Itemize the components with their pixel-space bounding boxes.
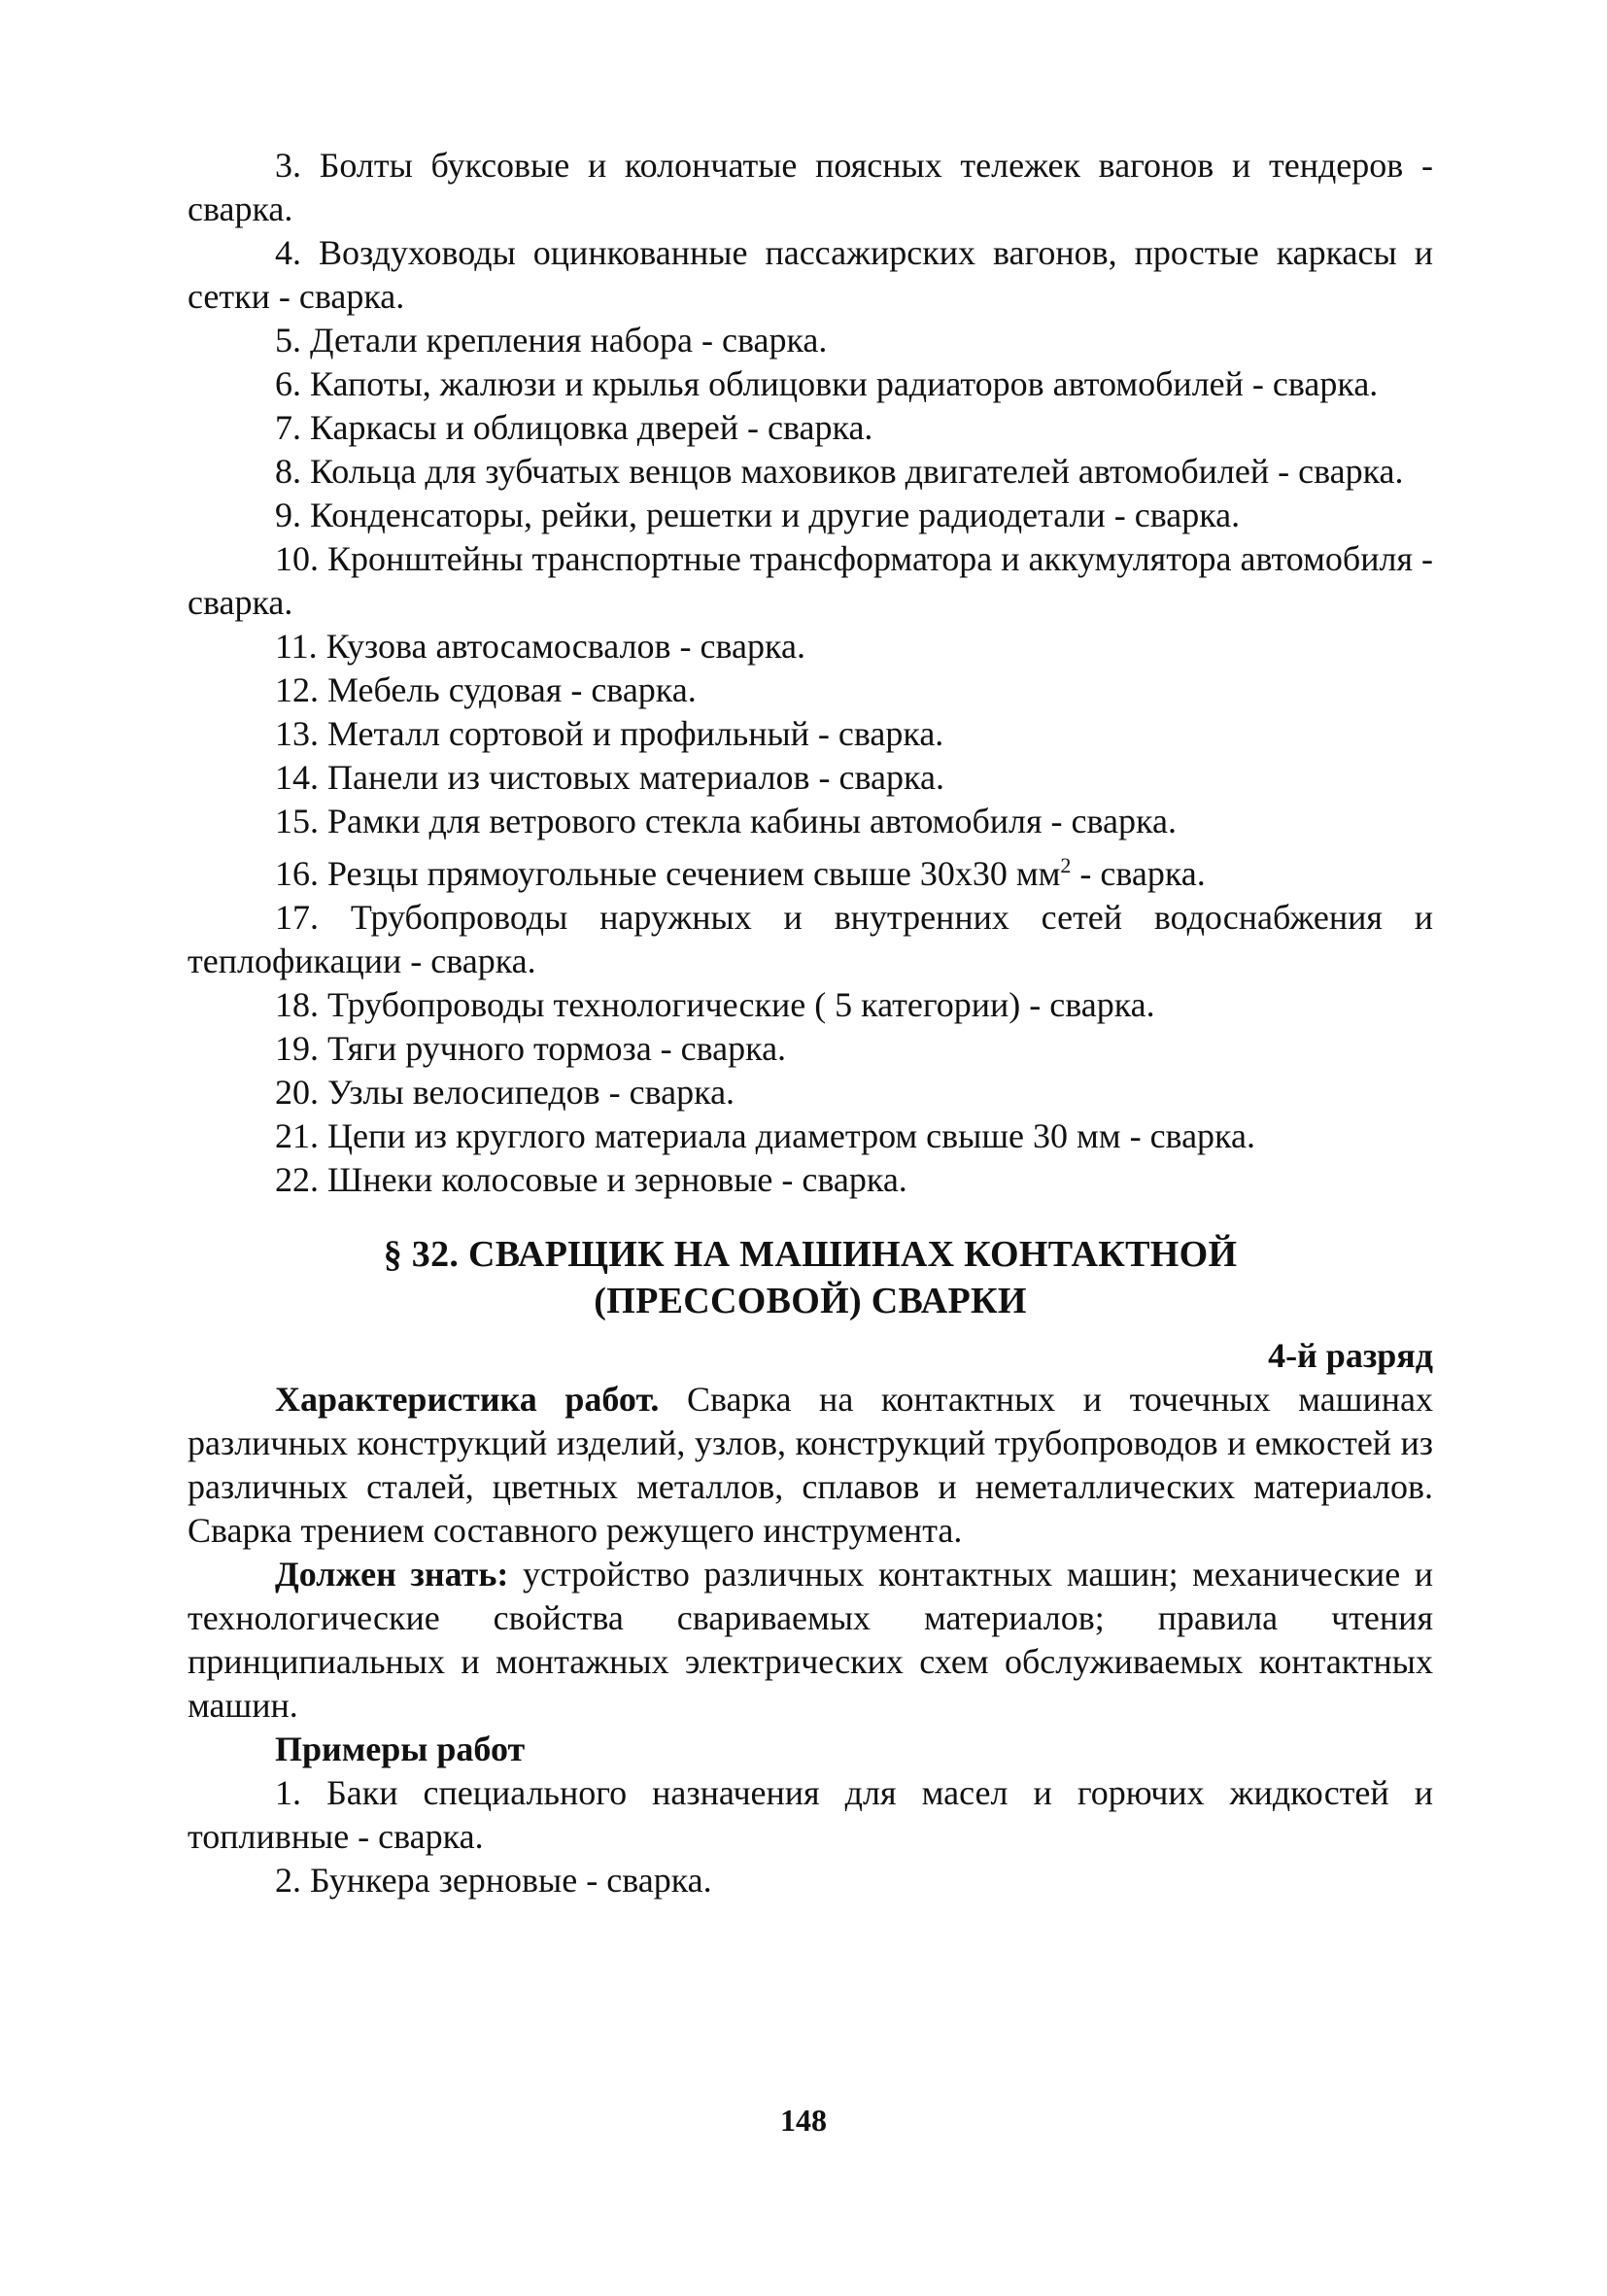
section-heading <box>188 1231 1433 1324</box>
list-item: 5. Детали крепления набора - сварка. <box>275 321 828 360</box>
list-item: 14. Панели из чистовых материалов - сварка. <box>275 758 944 797</box>
list-item: 8. Кольца для зубчатых венцов маховиков двигателей автомобилей - сварка. <box>275 452 1404 491</box>
list-item: 19. Тяги ручного тормоза - сварка. <box>275 1029 787 1068</box>
knowledge-text: устройство различных контактных машин; механические и технологические свойства свариваемых материалов; правила чтения принципиальных и монтажных электрических схем обслуживаемых контактных машин. <box>188 1555 1434 1725</box>
list-item: 2. Бункера зерновые - сварка. <box>275 1861 712 1900</box>
item16-text: 16. Резцы прямоугольные сечением свыше 30х30 мм <box>275 854 1061 893</box>
characteristics-paragraph <box>188 1378 1433 1553</box>
list-item: 17. Трубопроводы наружных и внутренних сетей водоснабжения и теплофикации - сварка. <box>188 898 1433 980</box>
characteristics-label: Характеристика работ. <box>275 1380 660 1419</box>
rank-label: 4-й разряд <box>1268 1336 1433 1375</box>
list-item: 6. Капоты, жалюзи и крылья облицовки радиаторов автомобилей - сварка. <box>275 364 1379 403</box>
knowledge-paragraph <box>188 1553 1433 1728</box>
list-item: 3. Болты буксовые и колончатые поясных тележек вагонов и тендеров - сварка. <box>188 146 1433 228</box>
list-item-16 <box>188 843 1433 896</box>
list-item: 10. Кронштейны транспортные трансформатора и аккумулятора автомобиля - сварка. <box>188 539 1433 622</box>
list-item: 18. Трубопроводы технологические ( 5 категории) - сварка. <box>275 985 1155 1024</box>
examples-list-top <box>188 144 1433 1202</box>
list-item: 4. Воздуховоды оцинкованные пассажирских вагонов, простые каркасы и сетки - сварка. <box>188 233 1433 316</box>
page-number: 148 <box>780 2103 827 2138</box>
list-item: 15. Рамки для ветрового стекла кабины автомобиля - сварка. <box>275 802 1177 840</box>
section-heading-line1: § 32. СВАРЩИК НА МАШИНАХ КОНТАКТНОЙ <box>383 1234 1238 1275</box>
list-item: 12. Мебель судовая - сварка. <box>275 670 697 709</box>
list-item: 21. Цепи из круглого материала диаметром свыше 30 мм - сварка. <box>275 1116 1255 1155</box>
list-item: 9. Конденсаторы, рейки, решетки и другие радиодетали - сварка. <box>275 496 1241 534</box>
list-item: 11. Кузова автосамосвалов - сварка. <box>275 627 805 666</box>
list-item: 13. Металл сортовой и профильный - сварка. <box>275 714 944 753</box>
characteristics-text: Сварка на контактных и точечных машинах различных конструкций изделий, узлов, конструкций трубопроводов и емкостей из различных сталей, цветных металлов, сплавов и неметаллических материалов. Сварка трением составного режущего инструмента. <box>188 1380 1434 1550</box>
knowledge-label: Должен знать: <box>275 1555 509 1593</box>
list-item: 7. Каркасы и облицовка дверей - сварка. <box>275 408 873 447</box>
section-heading-line2: (ПРЕССОВОЙ) СВАРКИ <box>594 1281 1027 1321</box>
list-item: 1. Баки специального назначения для масел и горючих жидкостей и топливные - сварка. <box>188 1773 1433 1856</box>
list-item: 22. Шнеки колосовые и зерновые - сварка. <box>275 1160 907 1199</box>
item16-suffix: - сварка. <box>1071 854 1206 893</box>
superscript: 2 <box>1060 853 1072 877</box>
document-page <box>188 144 1433 1902</box>
examples-title: Примеры работ <box>275 1730 526 1768</box>
list-item: 20. Узлы велосипедов - сварка. <box>275 1073 735 1112</box>
examples-list <box>188 1771 1433 1902</box>
